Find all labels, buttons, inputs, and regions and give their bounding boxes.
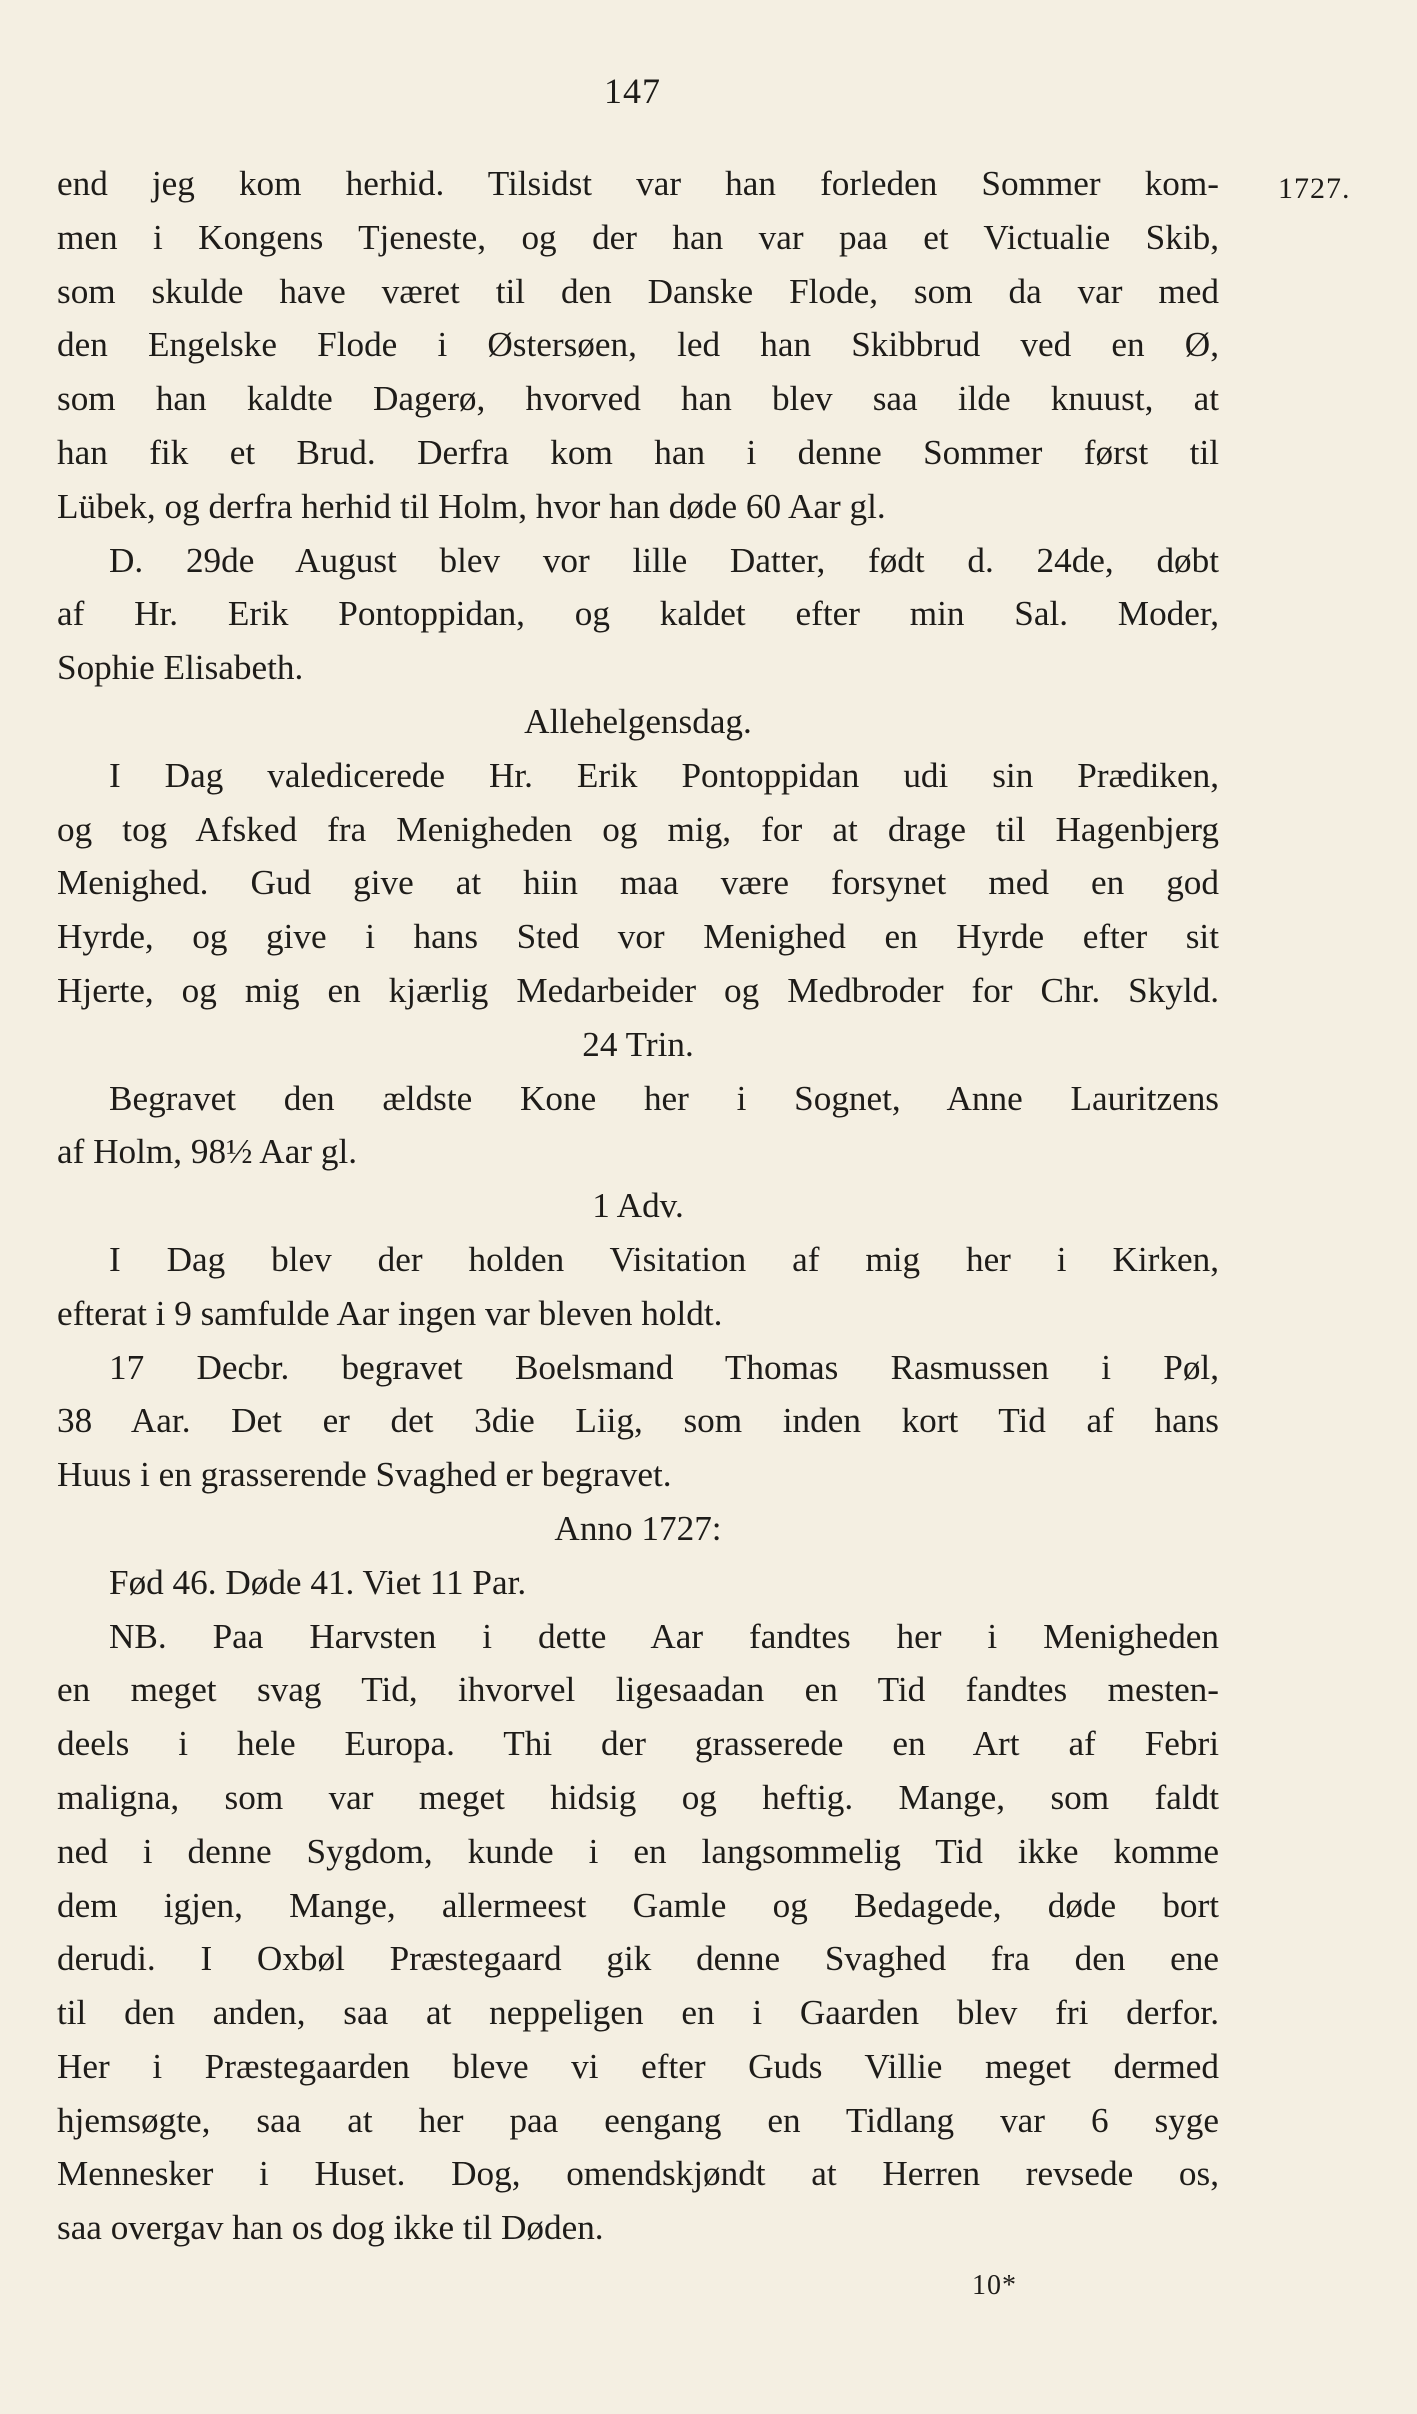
text-line: men i Kongens Tjeneste, og der han var paa et Victualie Skib,: [57, 217, 1219, 257]
margin-year-note: 1727.: [1278, 172, 1351, 205]
text-line: derudi. I Oxbøl Præstegaard gik denne Svaghed fra den ene: [57, 1939, 1219, 1979]
text-line: NB. Paa Harvsten i dette Aar fandtes her i Menigheden: [109, 1616, 1219, 1656]
text-line: hjemsøgte, saa at her paa eengang en Tidlang var 6 syge: [57, 2100, 1219, 2140]
text-line: dem igjen, Mange, allermeest Gamle og Bedagede, døde bort: [57, 1885, 1219, 1925]
text-line: deels i hele Europa. Thi der grasserede en Art af Febri: [57, 1724, 1219, 1764]
page-number: 147: [604, 71, 661, 111]
text-line: som han kaldte Dagerø, hvorved han blev saa ilde knuust, at: [57, 379, 1219, 419]
text-line: D. 29de August blev vor lille Datter, født d. 24de, døbt: [109, 540, 1219, 580]
section-heading: Allehelgensdag.: [524, 701, 752, 741]
text-line: af Hr. Erik Pontoppidan, og kaldet efter min Sal. Moder,: [57, 594, 1219, 634]
text-line: ned i denne Sygdom, kunde i en langsommelig Tid ikke komme: [57, 1831, 1219, 1871]
text-line: den Engelske Flode i Østersøen, led han Skibbrud ved en Ø,: [57, 325, 1219, 365]
text-line: saa overgav han os dog ikke til Døden.: [57, 2208, 604, 2248]
text-line: I Dag valedicerede Hr. Erik Pontoppidan udi sin Prædiken,: [109, 755, 1219, 795]
text-line: af Holm, 98½ Aar gl.: [57, 1132, 358, 1172]
text-line: I Dag blev der holden Visitation af mig her i Kirken,: [109, 1239, 1219, 1279]
text-line: Hjerte, og mig en kjærlig Medarbeider og Medbroder for Chr. Skyld.: [57, 970, 1219, 1010]
text-line: end jeg kom herhid. Tilsidst var han forleden Sommer kom-: [57, 164, 1219, 203]
text-line: Her i Præstegaarden bleve vi efter Guds Villie meget dermed: [57, 2046, 1219, 2086]
text-line: Menighed. Gud give at hiin maa være forsynet med en god: [57, 863, 1219, 903]
text-line: til den anden, saa at neppeligen en i Gaarden blev fri derfor.: [57, 1993, 1219, 2033]
section-heading: 1 Adv.: [592, 1186, 684, 1226]
text-line: Begravet den ældste Kone her i Sognet, Anne Lauritzens: [109, 1078, 1219, 1118]
text-line: 17 Decbr. begravet Boelsmand Thomas Rasmussen i Pøl,: [109, 1347, 1219, 1387]
text-line: Fød 46. Døde 41. Viet 11 Par.: [109, 1562, 527, 1602]
text-line: som skulde have været til den Danske Flode, som da var med: [57, 271, 1219, 311]
text-line: en meget svag Tid, ihvorvel ligesaadan en Tid fandtes mesten-: [57, 1670, 1219, 1710]
text-line: Huus i en grasserende Svaghed er begravet.: [57, 1455, 672, 1495]
text-line: Mennesker i Huset. Dog, omendskjøndt at Herren revsede os,: [57, 2154, 1219, 2194]
text-line: og tog Afsked fra Menigheden og mig, for at drage til Hagenbjerg: [57, 809, 1219, 849]
signature-mark: 10*: [972, 2270, 1017, 2301]
section-heading: Anno 1727:: [554, 1508, 722, 1548]
text-line: efterat i 9 samfulde Aar ingen var bleven holdt.: [57, 1293, 723, 1333]
text-line: Hyrde, og give i hans Sted vor Menighed en Hyrde efter sit: [57, 917, 1219, 957]
text-line: han fik et Brud. Derfra kom han i denne Sommer først til: [57, 432, 1219, 472]
text-line: Lübek, og derfra herhid til Holm, hvor han døde 60 Aar gl.: [57, 486, 886, 526]
text-line: maligna, som var meget hidsig og heftig. Mange, som faldt: [57, 1777, 1219, 1817]
section-heading: 24 Trin.: [582, 1024, 694, 1064]
text-line: Sophie Elisabeth.: [57, 648, 304, 688]
text-line: 38 Aar. Det er det 3die Liig, som inden kort Tid af hans: [57, 1401, 1219, 1441]
body-text: [57, 157, 1219, 2255]
